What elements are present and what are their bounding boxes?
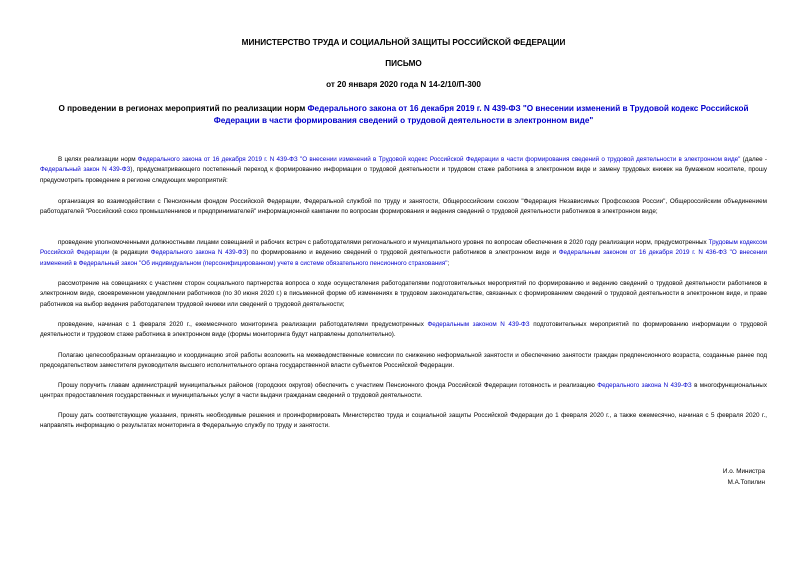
- signature-name: М.А.Топилин: [727, 479, 765, 486]
- paragraph-intro: [40, 155, 767, 186]
- document-date-number: от 20 января 2020 года N 14-2/10/П-300: [326, 80, 481, 89]
- p1-law-link[interactable]: Федерального закона от 16 декабря 2019 г. N 439-ФЗ "О внесении изменений в Трудовой кодекс Российской Федерации в части формирования сведений о трудовой деятельности в электронном виде": [137, 156, 741, 163]
- p3-law-439-link[interactable]: Федерального закона N 439-ФЗ: [150, 249, 247, 257]
- p3-text-2: (в редакции: [109, 249, 151, 257]
- p4-text: рассмотрение на совещаниях с участием сторон социального партнерства вопроса о ходе осуществления работодателями подготовительных мероприятий по формированию и ведению сведений о трудовой деятельности работников в электронном виде, своевременном уведомлении работников (по 30 июня 2020 г.) в письменной форме об изменениях в трудовом законодательстве, связанных с формированием сведений о трудовой деятельности в электронном виде, и праве работников на выбор ведения работодателем трудовой книжки или сведений о трудовой деятельности;: [40, 280, 767, 308]
- subject-law-link[interactable]: Федерального закона от 16 декабря 2019 г. N 439-ФЗ "О внесении изменений в Трудовой кодекс Российской Федерации в части формирования сведений о трудовой деятельности в электронном виде": [213, 104, 749, 125]
- paragraph-information-campaign: [40, 197, 767, 218]
- document-type: ПИСЬМО: [385, 59, 422, 68]
- paragraph-meetings: [40, 238, 767, 269]
- signature-block: [723, 466, 765, 488]
- p6-text: Полагаю целесообразным организацию и координацию этой работы возложить на межведомственные комиссии по снижению неформальной занятости и обеспечению занятости граждан предпенсионного возраста, созданные ранее под председательством заместителя руководителя высшего исполнительного органа государственной власти субъектов Российской Федерации.: [40, 352, 767, 370]
- paragraph-commissions: [40, 351, 767, 372]
- paragraph-reporting: [40, 411, 767, 432]
- p7-law-link[interactable]: Федерального закона N 439-ФЗ: [597, 382, 692, 389]
- p7-text-1: Прошу поручить главам администраций муниципальных районов (городских округов) обеспечить с участием Пенсионного фонда Российской Федерации готовность и реализацию: [58, 382, 598, 389]
- p7-text-2: в многофункциональных центрах предоставления государственных и муниципальных услуг в части выдачи гражданам сведений о трудовой деятельности.: [40, 382, 767, 400]
- p5-text-1: проведение, начиная с 1 февраля 2020 г., ежемесячного мониторинга реализации работодателями предусмотренных: [58, 321, 428, 328]
- p2-text: организация во взаимодействии с Пенсионным фондом Российской Федерации, Федеральной службой по труду и занятости, Общероссийским союзом "Федерация Независимых Профсоюзов России", Общероссийским объединением работодателей "Российский союз промышленников и предпринимателей" информационной кампании по вопросам формирования и ведения сведений о трудовой деятельности работников в электронном виде;: [40, 198, 767, 216]
- p3-text-4: ;: [447, 259, 450, 267]
- p1-text-2: (далее -: [740, 156, 767, 163]
- p3-text-3: ) по формированию и ведению сведений о трудовой деятельности работников в электронном виде и: [246, 249, 559, 257]
- p5-law-link[interactable]: Федеральным законом N 439-ФЗ: [427, 321, 530, 328]
- p8-text: Прошу дать соответствующие указания, принять необходимые решения и проинформировать Министерство труда и социальной защиты Российской Федерации до 1 февраля 2020 г., а также ежемесячно, начиная с 5 февраля 2020 г., направлять информацию о результатах мониторинга в Федеральную службу по труду и занятости.: [40, 412, 767, 430]
- p3-labor-code-link[interactable]: Трудовым кодексом Российской Федерации: [40, 239, 768, 257]
- p5-text-2: подготовительных мероприятий по формированию информации о трудовой деятельности и трудовом стаже работника в электронном виде (формы мониторинга будут направлены дополнительно).: [40, 321, 767, 339]
- paragraph-monitoring: [40, 320, 767, 341]
- p1-text-3: ), предусматривающего постепенный переход к формированию информации о трудовой деятельности и трудовом стаже работника в электронном виде и замену трудовых книжек на бумажном носителе, прошу предусмотреть проведение в регионе следующих мероприятий:: [40, 166, 767, 184]
- ministry-title: МИНИСТЕРСТВО ТРУДА И СОЦИАЛЬНОЙ ЗАЩИТЫ РОССИЙСКОЙ ФЕДЕРАЦИИ: [241, 38, 566, 47]
- p1-law-short-link[interactable]: Федеральный закон N 439-ФЗ: [40, 166, 131, 174]
- paragraph-social-partnership: [40, 279, 767, 310]
- p3-law-436-link[interactable]: Федеральным законом от 16 декабря 2019 г. N 436-ФЗ "О внесении изменений в Федеральный закон "Об индивидуальном (персонифицированном) учете в системе обязательного пенсионного страхования": [40, 249, 767, 267]
- p3-text-1: проведение уполномоченными должностными лицами совещаний и рабочих встреч с работодателями регионального и муниципального уровня по вопросам обеспечения в 2020 году реализации норм, предусмотренных: [58, 239, 709, 246]
- signature-position: И.о. Министра: [722, 468, 765, 475]
- paragraph-municipal: [40, 381, 767, 402]
- p1-text-1: В целях реализации норм: [58, 156, 138, 163]
- subject-text: О проведении в регионах мероприятий по реализации норм: [58, 104, 308, 113]
- document-subject: [40, 103, 767, 127]
